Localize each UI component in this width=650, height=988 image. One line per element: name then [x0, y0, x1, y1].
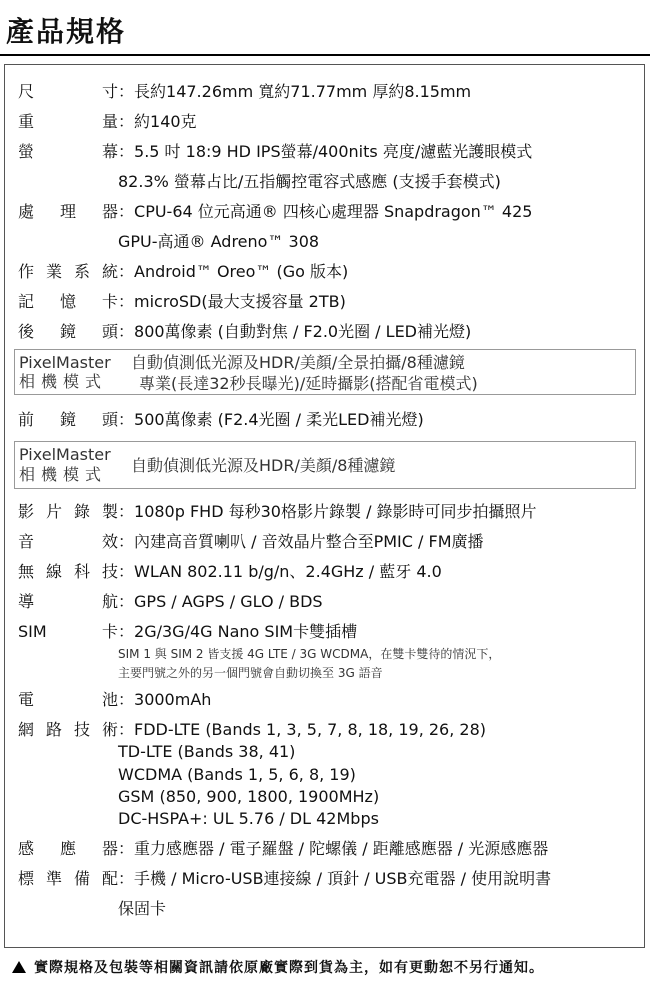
- spec-label: 尺寸: [18, 82, 118, 101]
- spec-label: 導航: [18, 592, 118, 611]
- spec-row-navigation: 導航：GPS / AGPS / GLO / BDS: [18, 590, 323, 614]
- spec-value: 重力感應器 / 電子羅盤 / 陀螺儀 / 距離感應器 / 光源感應器: [134, 839, 549, 858]
- spec-label: 處理器: [18, 202, 118, 221]
- footer-note: [12, 958, 544, 978]
- spec-value: microSD(最大支援容量 2TB): [134, 292, 346, 311]
- spec-row-network: 網路技術：FDD-LTE (Bands 1, 3, 5, 7, 8, 18, 19, 26, 28): [18, 718, 486, 742]
- spec-row-weight: 重量：約140克: [18, 110, 197, 134]
- spec-label: 作業系統: [18, 262, 118, 281]
- spec-value: 500萬像素 (F2.4光圈 / 柔光LED補光燈): [134, 410, 424, 429]
- spec-value: 約140克: [134, 112, 197, 131]
- spec-value: 5.5 吋 18:9 HD IPS螢幕/400nits 亮度/濾藍光護眼模式: [134, 142, 533, 161]
- pixelmaster-rear-box: [14, 349, 636, 395]
- spec-row-dimensions: 尺寸：長約147.26mm 寬約71.77mm 厚約8.15mm: [18, 80, 471, 104]
- pixelmaster-line: 自動偵測低光源及HDR/美顏/8種濾鏡: [131, 456, 396, 475]
- spec-value: Android™ Oreo™ (Go 版本): [134, 262, 349, 281]
- spec-value: TD-LTE (Bands 38, 41): [118, 742, 296, 761]
- pixelmaster-line: 專業(長達32秒長曝光)/延時攝影(搭配省電模式): [139, 374, 478, 393]
- spec-label: 感應器: [18, 839, 118, 858]
- spec-value: 手機 / Micro-USB連接線 / 頂針 / USB充電器 / 使用說明書: [134, 869, 552, 888]
- spec-value: GSM (850, 900, 1800, 1900MHz): [118, 787, 380, 806]
- pixelmaster-sub: 相機模式: [19, 465, 108, 484]
- spec-row-sim: SIM 卡：2G/3G/4G Nano SIM卡雙插槽: [18, 620, 357, 644]
- spec-row-audio: 音效：內建高音質喇叭 / 音效晶片整合至PMIC / FM廣播: [18, 530, 484, 554]
- spec-value: 1080p FHD 每秒30格影片錄製 / 錄影時可同步拍攝照片: [134, 502, 537, 521]
- spec-value: 2G/3G/4G Nano SIM卡雙插槽: [134, 622, 358, 641]
- spec-value: 保固卡: [118, 899, 167, 918]
- spec-label: 電池: [18, 690, 118, 709]
- pixelmaster-line: 自動偵測低光源及HDR/美顏/全景拍攝/8種濾鏡: [131, 353, 465, 372]
- spec-value: FDD-LTE (Bands 1, 3, 5, 7, 8, 18, 19, 26, 28): [134, 720, 487, 739]
- spec-row-rear-camera: 後鏡頭：800萬像素 (自動對焦 / F2.0光圈 / LED補光燈): [18, 320, 471, 344]
- spec-label: 重量: [18, 112, 118, 131]
- spec-row-package: 標準備配：手機 / Micro-USB連接線 / 頂針 / USB充電器 / 使用說明書: [18, 867, 551, 891]
- spec-value: DC-HSPA+: UL 5.76 / DL 42Mbps: [118, 809, 379, 828]
- sim-note-line: 主要門號之外的另一個門號會自動切換至 3G 語音: [118, 666, 383, 680]
- spec-label: 標準備配: [18, 869, 118, 888]
- pixelmaster-sub: 相機模式: [19, 372, 108, 391]
- spec-row-battery: 電池：3000mAh: [18, 688, 211, 712]
- pixelmaster-name: PixelMaster: [19, 353, 111, 372]
- page-title: 產品規格: [6, 15, 127, 48]
- spec-row-sensors: 感應器：重力感應器 / 電子羅盤 / 陀螺儀 / 距離感應器 / 光源感應器: [18, 837, 548, 861]
- sim-note-line: SIM 1 與 SIM 2 皆支援 4G LTE / 3G WCDMA，在雙卡雙待的情況下，: [118, 647, 501, 661]
- title-rule: [0, 54, 650, 56]
- spec-label: 記憶卡: [18, 292, 118, 311]
- spec-label: 前鏡頭: [18, 410, 118, 429]
- spec-row-processor: 處理器：CPU-64 位元高通® 四核心處理器 Snapdragon™ 425: [18, 200, 532, 224]
- spec-label: 螢幕: [18, 142, 118, 161]
- spec-value: WLAN 802.11 b/g/n、2.4GHz / 藍牙 4.0: [134, 562, 442, 581]
- spec-value: 82.3% 螢幕占比/五指觸控電容式感應 (支援手套模式): [118, 172, 501, 191]
- spec-row-screen: 螢幕：5.5 吋 18:9 HD IPS螢幕/400nits 亮度/濾藍光護眼模式: [18, 140, 532, 164]
- spec-row-memory-card: 記憶卡：microSD(最大支援容量 2TB): [18, 290, 346, 314]
- spec-value: 內建高音質喇叭 / 音效晶片整合至PMIC / FM廣播: [134, 532, 484, 551]
- spec-label: 後鏡頭: [18, 322, 118, 341]
- spec-value: GPS / AGPS / GLO / BDS: [134, 592, 323, 611]
- pixelmaster-front-box: [14, 441, 636, 489]
- spec-value: 長約147.26mm 寬約71.77mm 厚約8.15mm: [134, 82, 472, 101]
- spec-label: 無線科技: [18, 562, 118, 581]
- spec-value: 3000mAh: [134, 690, 212, 709]
- spec-row-front-camera: 前鏡頭：500萬像素 (F2.4光圈 / 柔光LED補光燈): [18, 408, 424, 432]
- spec-row-wireless: 無線科技：WLAN 802.11 b/g/n、2.4GHz / 藍牙 4.0: [18, 560, 442, 584]
- spec-label: 影片錄製: [18, 502, 118, 521]
- spec-label: SIM 卡: [18, 622, 118, 641]
- spec-label: 音效: [18, 532, 118, 551]
- spec-value: 800萬像素 (自動對焦 / F2.0光圈 / LED補光燈): [134, 322, 472, 341]
- footer-text: 實際規格及包裝等相關資訊請依原廠實際到貨為主，如有更動恕不另行通知。: [34, 960, 544, 976]
- spec-row-video: 影片錄製：1080p FHD 每秒30格影片錄製 / 錄影時可同步拍攝照片: [18, 500, 537, 524]
- spec-value: CPU-64 位元高通® 四核心處理器 Snapdragon™ 425: [134, 202, 533, 221]
- warning-triangle-icon: [12, 961, 26, 973]
- spec-row-os: 作業系統：Android™ Oreo™ (Go 版本): [18, 260, 348, 284]
- spec-label: 網路技術: [18, 720, 118, 739]
- spec-value: GPU-高通® Adreno™ 308: [118, 232, 320, 251]
- spec-value: WCDMA (Bands 1, 5, 6, 8, 19): [118, 765, 356, 784]
- pixelmaster-name: PixelMaster: [19, 445, 111, 464]
